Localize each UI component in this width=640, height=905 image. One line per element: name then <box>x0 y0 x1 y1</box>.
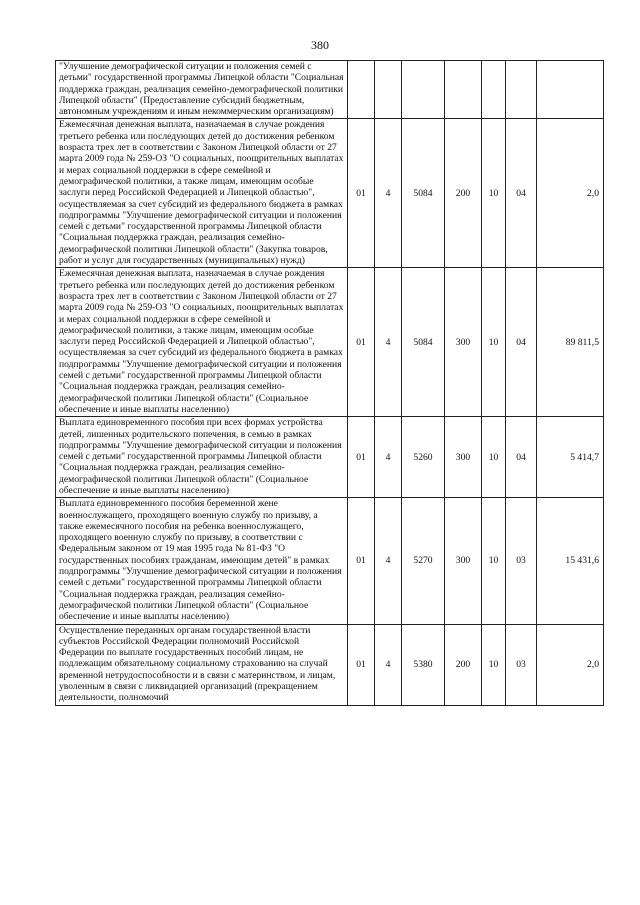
expense-type-code: 300 <box>445 417 482 498</box>
program-code: 01 <box>348 119 375 268</box>
subsection-code: 04 <box>506 268 537 417</box>
subprogram-code <box>375 61 402 119</box>
table-row <box>56 61 604 119</box>
row-description: Выплата единовременного пособия при всех формах устройства детей, лишенных родительского попечения, в семью в рамках подпрограммы "Улучшение демографической ситуации и положения семей с детьми" государственной программы Липецкой области "Социальная поддержка граждан, реализация семейно-демографической политики Липецкой области" (Социальное обеспечение и иные выплаты населению) <box>56 417 348 498</box>
amount-cell: 5 414,7 <box>537 417 604 498</box>
subprogram-code: 4 <box>375 417 402 498</box>
section-code: 10 <box>482 624 506 705</box>
section-code: 10 <box>482 498 506 624</box>
section-code: 10 <box>482 417 506 498</box>
table-row <box>56 119 604 268</box>
program-code: 01 <box>348 417 375 498</box>
subprogram-code: 4 <box>375 624 402 705</box>
row-description: Выплата единовременного пособия беременной жене военнослужащего, проходящего военную службу по призыву, а также ежемесячного пособия на ребенка военнослужащего, проходящего военную службу по призыву, в соответствии с Федеральным законом от 19 мая 1995 года № 81-ФЗ "О государственных пособиях гражданам, имеющим детей" в рамках подпрограммы "Улучшение демографической ситуации и положения семей с детьми" государственной программы Липецкой области "Социальная поддержка граждан, реализация семейно-демографической политики Липецкой области" (Социальное обеспечение и иные выплаты населению) <box>56 498 348 624</box>
direction-code: 5084 <box>402 268 445 417</box>
subprogram-code: 4 <box>375 268 402 417</box>
section-code: 10 <box>482 268 506 417</box>
expense-type-code: 300 <box>445 498 482 624</box>
program-code: 01 <box>348 268 375 417</box>
subsection-code: 04 <box>506 119 537 268</box>
table-row <box>56 268 604 417</box>
program-code: 01 <box>348 498 375 624</box>
amount-cell: 15 431,6 <box>537 498 604 624</box>
direction-code: 5260 <box>402 417 445 498</box>
program-code: 01 <box>348 624 375 705</box>
subsection-code: 03 <box>506 624 537 705</box>
row-description: Осуществление переданных органам государственной власти субъектов Российской Федерации полномочий Российской Федерации по выплате государственных пособий лицам, не подлежащим обязательному социальному страхованию на случай временной нетрудоспособности и в связи с материнством, и лицам, уволенным в связи с ликвидацией организаций (прекращением деятельности, полномочий <box>56 624 348 705</box>
amount-cell: 2,0 <box>537 624 604 705</box>
table-row <box>56 417 604 498</box>
direction-code <box>402 61 445 119</box>
amount-cell <box>537 61 604 119</box>
direction-code: 5380 <box>402 624 445 705</box>
subprogram-code: 4 <box>375 119 402 268</box>
subprogram-code: 4 <box>375 498 402 624</box>
amount-cell: 89 811,5 <box>537 268 604 417</box>
amount-cell: 2,0 <box>537 119 604 268</box>
subsection-code: 04 <box>506 417 537 498</box>
page-number: 380 <box>311 38 329 52</box>
table-row <box>56 624 604 705</box>
section-code: 10 <box>482 119 506 268</box>
expense-type-code: 200 <box>445 119 482 268</box>
row-description: Ежемесячная денежная выплата, назначаемая в случае рождения третьего ребенка или последующих детей до достижения ребенком возраста трех лет в соответствии с Законом Липецкой области от 27 марта 2009 года № 259-ОЗ "О социальных, поощрительных выплатах и мерах социальной поддержки в сфере семейной и демографической политики, а также лицам, имеющим особые заслуги перед Российской Федерацией и Липецкой областью", осуществляемая за счет субсидий из федерального бюджета в рамках подпрограммы "Улучшение демографической ситуации и положения семей с детьми" государственной программы Липецкой области "Социальная поддержка граждан, реализация семейно-демографической политики Липецкой области" (Закупка товаров, работ и услуг для государственных (муниципальных) нужд) <box>56 119 348 268</box>
expense-type-code: 300 <box>445 268 482 417</box>
program-code <box>348 61 375 119</box>
subsection-code: 03 <box>506 498 537 624</box>
budget-table <box>55 60 604 706</box>
expense-type-code: 200 <box>445 624 482 705</box>
subsection-code <box>506 61 537 119</box>
section-code <box>482 61 506 119</box>
expense-type-code <box>445 61 482 119</box>
row-description: "Улучшение демографической ситуации и положения семей с детьми" государственной программы Липецкой области "Социальная поддержка граждан, реализация семейно-демографической политики Липецкой области" (Предоставление субсидий бюджетным, автономным учреждениям и иным некоммерческим организациям) <box>56 61 348 119</box>
table-row <box>56 498 604 624</box>
direction-code: 5270 <box>402 498 445 624</box>
direction-code: 5084 <box>402 119 445 268</box>
row-description: Ежемесячная денежная выплата, назначаемая в случае рождения третьего ребенка или последующих детей до достижения ребенком возраста трех лет в соответствии с Законом Липецкой области от 27 марта 2009 года № 259-ОЗ "О социальных, поощрительных выплатах и мерах социальной поддержки в сфере семейной и демографической политики, а также лицам, имеющим особые заслуги перед Российской Федерацией и Липецкой областью", осуществляемая за счет субсидий из федерального бюджета в рамках подпрограммы "Улучшение демографической ситуации и положения семей с детьми" государственной программы Липецкой области "Социальная поддержка граждан, реализация семейно-демографической политики Липецкой области" (Социальное обеспечение и иные выплаты населению) <box>56 268 348 417</box>
